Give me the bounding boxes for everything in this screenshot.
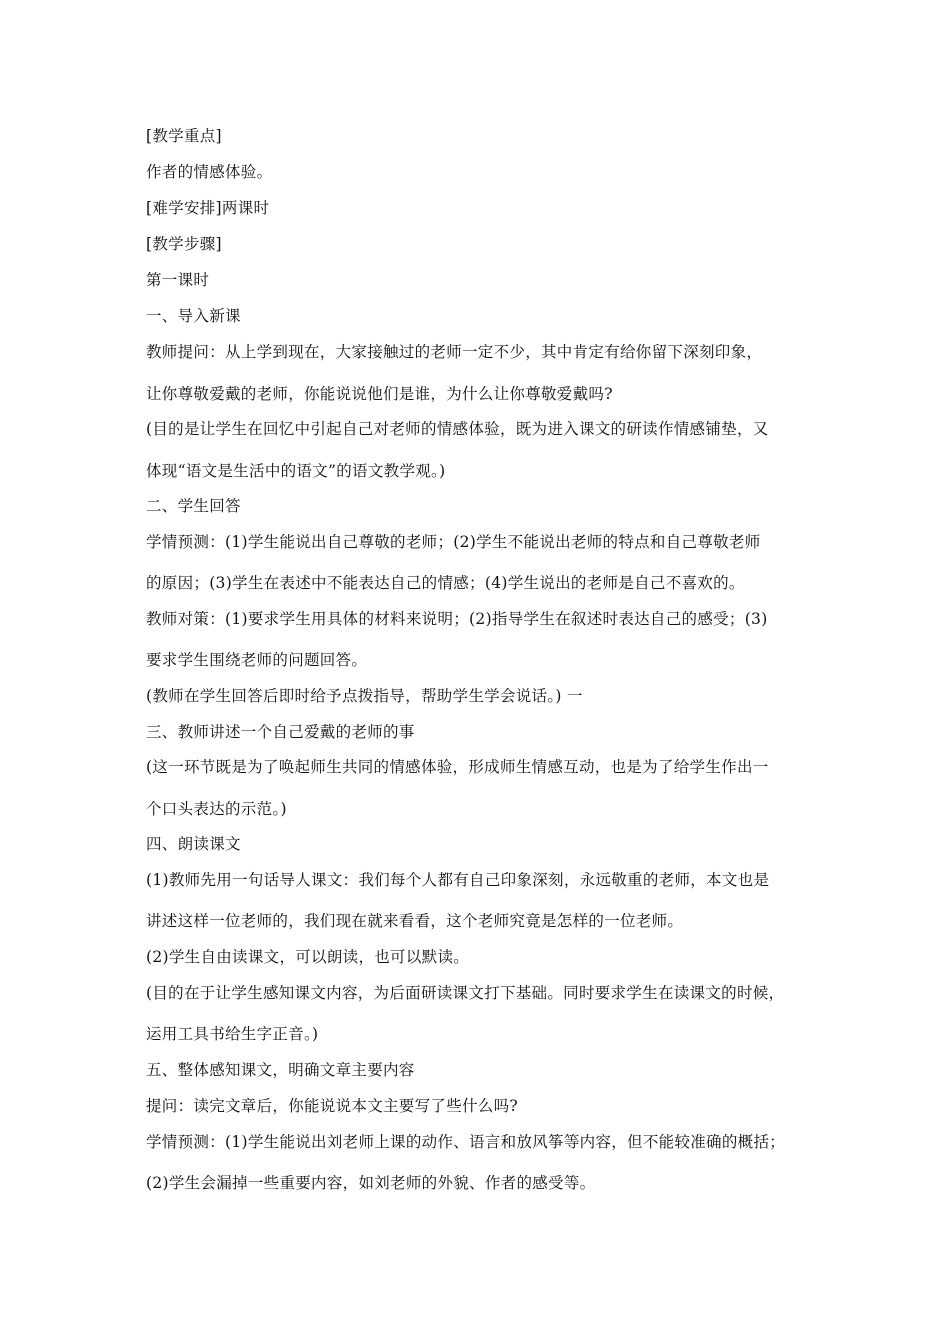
paragraph-line: 教师对策：(1)要求学生用具体的材料来说明；(2)指导学生在叙述时表达自己的感受；(3) bbox=[146, 610, 768, 628]
heading-first-lesson: 第一课时 bbox=[146, 271, 210, 289]
paragraph-line: (这一环节既是为了唤起师生共同的情感体验，形成师生情感互动，也是为了给学生作出一 bbox=[146, 758, 769, 776]
paragraph-line: (目的在于让学生感知课文内容，为后面研读课文打下基础。同时要求学生在读课文的时候， bbox=[146, 984, 785, 1002]
paragraph-line: 个口头表达的示范。) bbox=[146, 800, 287, 818]
paragraph-line: 要求学生围绕老师的问题回答。 bbox=[146, 651, 368, 669]
paragraph-line: (1)教师先用一句话导人课文：我们每个人都有自己印象深刻，永远敬重的老师，本文也是 bbox=[146, 871, 770, 889]
heading-teaching-steps: [教学步骤] bbox=[146, 235, 222, 253]
paragraph-line: 提问：读完文章后，你能说说本文主要写了些什么吗? bbox=[146, 1097, 519, 1115]
heading-schedule: [难学安排]两课时 bbox=[146, 199, 270, 217]
section-heading-2: 二、学生回答 bbox=[146, 497, 241, 515]
paragraph-line: 学情预测：(1)学生能说出刘老师上课的动作、语言和放风筝等内容，但不能较准确的概括； bbox=[146, 1133, 786, 1151]
paragraph-line: 体现“语文是生活中的语文”的语文教学观。) bbox=[146, 462, 446, 480]
paragraph-line: 的原因；(3)学生在表述中不能表达自己的情感；(4)学生说出的老师是自己不喜欢的。 bbox=[146, 574, 745, 592]
paragraph-line: 讲述这样一位老师的，我们现在就来看看，这个老师究竟是怎样的一位老师。 bbox=[146, 912, 684, 930]
section-heading-4: 四、朗读课文 bbox=[146, 835, 241, 853]
paragraph-line: 作者的情感体验。 bbox=[146, 163, 273, 181]
paragraph-line: (2)学生会漏掉一些重要内容，如刘老师的外貌、作者的感受等。 bbox=[146, 1174, 596, 1192]
paragraph-line: (教师在学生回答后即时给予点拨指导，帮助学生学会说话。) 一 bbox=[146, 687, 583, 705]
paragraph-line: 教师提问：从上学到现在，大家接触过的老师一定不少，其中肯定有给你留下深刻印象， bbox=[146, 343, 763, 361]
section-heading-3: 三、教师讲述一个自己爱戴的老师的事 bbox=[146, 723, 415, 741]
paragraph-line: 运用工具书给生字正音。) bbox=[146, 1025, 319, 1043]
paragraph-line: (目的是让学生在回忆中引起自己对老师的情感体验，既为进入课文的研读作情感铺垫，又 bbox=[146, 420, 769, 438]
section-heading-1: 一、导入新课 bbox=[146, 307, 241, 325]
section-heading-5: 五、整体感知课文，明确文章主要内容 bbox=[146, 1061, 415, 1079]
paragraph-line: 学情预测：(1)学生能说出自己尊敬的老师；(2)学生不能说出老师的特点和自己尊敬老师 bbox=[146, 533, 761, 551]
heading-teaching-focus: [教学重点] bbox=[146, 127, 222, 145]
paragraph-line: 让你尊敬爱戴的老师，你能说说他们是谁，为什么让你尊敬爱戴吗? bbox=[146, 385, 613, 403]
paragraph-line: (2)学生自由读课文，可以朗读，也可以默读。 bbox=[146, 948, 470, 966]
